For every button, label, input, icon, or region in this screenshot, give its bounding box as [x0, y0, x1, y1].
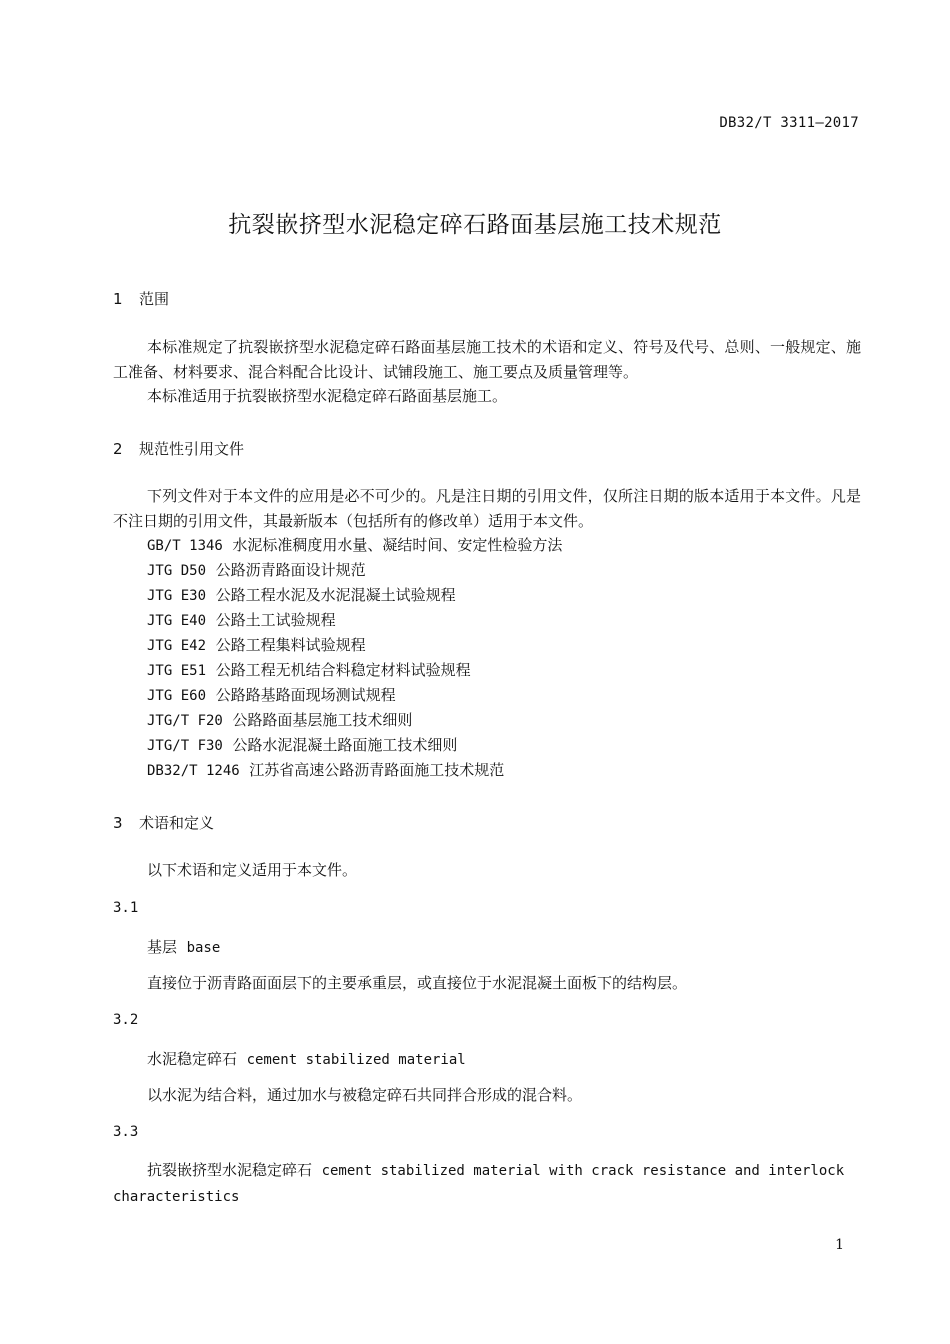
reference-item: [147, 584, 456, 605]
reference-name: 公路土工试验规程: [215, 611, 336, 629]
page-number: 1: [835, 1237, 844, 1253]
reference-name: 公路水泥混凝土路面施工技术细则: [232, 736, 458, 754]
document-title: 抗裂嵌挤型水泥稳定碎石路面基层施工技术规范: [228, 212, 722, 238]
reference-code: JTG D50: [147, 563, 207, 579]
section-title: 术语和定义: [139, 814, 215, 832]
term-definition: 直接位于沥青路面面层下的主要承重层，或直接位于水泥混凝土面板下的结构层。: [147, 974, 688, 992]
clause-number: 3.3: [113, 1124, 139, 1140]
reference-item: [147, 559, 366, 580]
reference-code: JTG E60: [147, 688, 207, 704]
reference-item: [147, 659, 471, 680]
term-chinese: 水泥稳定碎石: [147, 1050, 238, 1068]
reference-code: JTG/T F20: [147, 713, 223, 729]
reference-item: [147, 734, 457, 755]
section-3-paragraph-1: 以下术语和定义适用于本文件。: [147, 861, 358, 879]
section-title: 范围: [139, 290, 170, 308]
reference-item: [147, 684, 396, 705]
reference-name: 江苏省高速公路沥青路面施工技术规范: [249, 761, 505, 779]
section-1-heading: [113, 288, 169, 309]
clause-number: 3.2: [113, 1012, 139, 1028]
reference-name: 公路沥青路面设计规范: [215, 561, 366, 579]
term-entry: [147, 936, 220, 957]
reference-item: [147, 759, 504, 780]
reference-code: JTG/T F30: [147, 738, 223, 754]
reference-name: 公路路基路面现场测试规程: [215, 686, 396, 704]
reference-name: 公路工程集料试验规程: [215, 636, 366, 654]
section-number: 1: [113, 290, 123, 308]
term-chinese: 抗裂嵌挤型水泥稳定碎石: [147, 1161, 313, 1179]
standard-number: DB32/T 3311—2017: [719, 115, 859, 131]
section-number: 3: [113, 814, 123, 832]
reference-code: JTG E42: [147, 638, 207, 654]
term-english: cement stabilized material with crack resistance and interlock characteristics: [113, 1163, 845, 1205]
term-entry: [113, 1158, 863, 1210]
reference-code: JTG E40: [147, 613, 207, 629]
reference-item: [147, 709, 412, 730]
reference-code: DB32/T 1246: [147, 763, 240, 779]
reference-item: [147, 534, 562, 555]
reference-name: 水泥标准稠度用水量、凝结时间、安定性检验方法: [232, 536, 563, 554]
section-number: 2: [113, 440, 123, 458]
term-definition: 以水泥为结合料，通过加水与被稳定碎石共同拌合形成的混合料。: [147, 1086, 583, 1104]
reference-name: 公路工程水泥及水泥混凝土试验规程: [215, 586, 456, 604]
reference-name: 公路工程无机结合料稳定材料试验规程: [215, 661, 471, 679]
term-english: base: [186, 940, 221, 956]
section-2-heading: [113, 438, 244, 459]
section-1-paragraph-1: 本标准规定了抗裂嵌挤型水泥稳定碎石路面基层施工技术的术语和定义、符号及代号、总则、一般规定、施工准备、材料要求、混合料配合比设计、试铺段施工、施工要点及质量管理等。: [113, 338, 861, 381]
reference-item: [147, 634, 366, 655]
reference-code: JTG E30: [147, 588, 207, 604]
reference-item: [147, 609, 336, 630]
clause-number: 3.1: [113, 900, 139, 916]
section-1-paragraph-2: 本标准适用于抗裂嵌挤型水泥稳定碎石路面基层施工。: [147, 387, 508, 405]
section-title: 规范性引用文件: [139, 440, 245, 458]
term-entry: [147, 1048, 466, 1069]
reference-code: JTG E51: [147, 663, 207, 679]
section-2-paragraph-1: 下列文件对于本文件的应用是必不可少的。凡是注日期的引用文件，仅所注日期的版本适用于本文件。凡是不注日期的引用文件，其最新版本（包括所有的修改单）适用于本文件。: [113, 487, 861, 530]
term-english: cement stabilized material: [246, 1052, 466, 1068]
reference-name: 公路路面基层施工技术细则: [232, 711, 413, 729]
term-chinese: 基层: [147, 938, 178, 956]
section-3-heading: [113, 812, 214, 833]
reference-code: GB/T 1346: [147, 538, 223, 554]
